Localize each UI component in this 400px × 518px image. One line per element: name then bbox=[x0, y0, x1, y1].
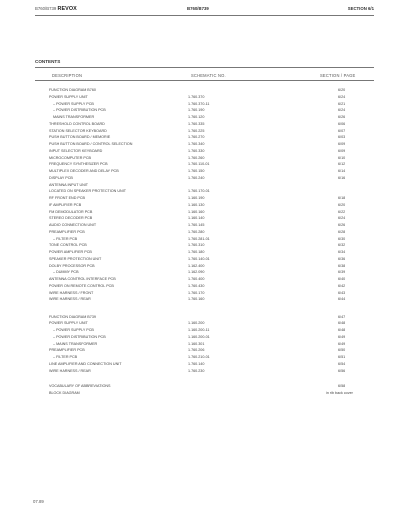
row-section-page: in rib back cover bbox=[326, 391, 353, 395]
row-section-page: 6/44 bbox=[338, 297, 346, 302]
row-section-page: 6/36 bbox=[338, 256, 346, 261]
row-section-page: 6/30 bbox=[338, 236, 346, 241]
row-schematic-number: 1.760.225 bbox=[188, 128, 205, 133]
row-section-page: 6/18 bbox=[338, 196, 346, 200]
row-section-page: 6/48 bbox=[338, 321, 346, 326]
row-schematic-number: 1.760.310 bbox=[188, 243, 205, 248]
table-row bbox=[0, 141, 400, 147]
row-schematic-number: 1.760.230 bbox=[188, 368, 205, 373]
table-row bbox=[0, 283, 400, 289]
row-description: POWER AMPLIFIER PCB bbox=[49, 250, 92, 254]
table-row bbox=[0, 128, 400, 134]
row-section-page: 6/03 bbox=[338, 135, 346, 140]
row-description: POWER SUPPLY UNIT bbox=[49, 321, 88, 326]
title-rule bbox=[35, 67, 374, 68]
revox-logo: REVOX bbox=[57, 6, 77, 12]
row-schematic-number: 1.760.281-01 bbox=[188, 236, 210, 241]
row-description: MICROCOMPUTER PCB bbox=[49, 155, 91, 160]
row-section-page: 6/26 bbox=[338, 115, 346, 119]
row-description: FREQUENCY SYNTHESIZER PCB bbox=[49, 162, 108, 167]
row-section-page: 6/47 bbox=[338, 314, 346, 319]
row-schematic-number: 1.160.200 bbox=[188, 321, 205, 326]
row-schematic-number: 1.162.090 bbox=[188, 270, 205, 275]
row-description: MULTIPLEX DECODER AND DELAY PCB bbox=[49, 169, 119, 173]
row-section-page: 6/28 bbox=[338, 229, 346, 234]
row-section-page: 6/49 bbox=[338, 334, 346, 339]
row-section-page: 6/38 bbox=[338, 263, 346, 268]
row-section-page: 6/51 bbox=[338, 355, 346, 359]
row-schematic-number: 1.760.160 bbox=[188, 297, 205, 302]
row-section-page: 6/56 bbox=[338, 368, 346, 373]
table-row bbox=[0, 188, 400, 194]
row-description: AUDIO CONNECTION UNIT bbox=[49, 223, 97, 227]
table-row bbox=[0, 341, 400, 347]
row-description: – FILTER PCB bbox=[53, 355, 78, 359]
row-description: WIRE HARNESS / REAR bbox=[49, 368, 91, 373]
table-row bbox=[0, 296, 400, 302]
table-row bbox=[0, 314, 400, 320]
row-schematic-number: 1.160.140 bbox=[188, 216, 205, 221]
header-model bbox=[35, 6, 77, 12]
row-schematic-number: 1.760.340 bbox=[188, 142, 205, 146]
table-row bbox=[0, 195, 400, 201]
row-section-page: 6/06 bbox=[338, 121, 346, 126]
row-schematic-number: 1.760.335 bbox=[188, 121, 205, 126]
column-header-schematic: SCHEMATIC NO. bbox=[191, 73, 226, 78]
row-description: – POWER SUPPLY PCB bbox=[53, 328, 94, 332]
row-section-page: 6/22 bbox=[338, 209, 346, 214]
row-section-page: 6/10 bbox=[338, 155, 346, 160]
table-row bbox=[0, 242, 400, 248]
row-schematic-number: 1.760.260 bbox=[188, 155, 205, 160]
row-schematic-number: 1.160.200-01 bbox=[188, 334, 210, 339]
table-row bbox=[0, 215, 400, 221]
row-schematic-number: 1.760.370-11 bbox=[188, 101, 210, 106]
row-section-page: 6/16 bbox=[338, 175, 346, 180]
row-section-page: 6/50 bbox=[338, 348, 346, 353]
table-row bbox=[0, 276, 400, 282]
row-schematic-number: 1.760.140 bbox=[188, 361, 205, 366]
row-description: WIRE HARNESS / FRONT bbox=[49, 290, 94, 295]
table-row bbox=[0, 202, 400, 208]
row-schematic-number: 1.760.430 bbox=[188, 283, 205, 288]
row-section-page: 6/24 bbox=[338, 94, 346, 99]
row-description: TONE CONTROL PCB bbox=[49, 243, 87, 248]
table-row bbox=[0, 222, 400, 228]
row-description: PREAMPLIFIER PCB bbox=[49, 229, 85, 234]
row-section-page: 6/34 bbox=[338, 250, 346, 254]
row-description: FUNCTION DIAGRAM B739 bbox=[49, 314, 96, 319]
row-description: PUSH BUTTON BOARD / CONTROL SELECTION bbox=[49, 142, 133, 146]
header-doc-code: B760/B739 bbox=[187, 6, 209, 11]
table-row bbox=[0, 209, 400, 215]
table-row bbox=[0, 175, 400, 181]
row-schematic-number: 1.760.280 bbox=[188, 229, 205, 234]
table-row bbox=[0, 368, 400, 374]
table-row bbox=[0, 256, 400, 262]
table-row bbox=[0, 390, 400, 396]
row-section-page: 6/24 bbox=[338, 216, 346, 221]
row-section-page: 6/54 bbox=[338, 361, 346, 366]
row-description: IF AMPLIFIER PCB bbox=[49, 202, 82, 207]
row-schematic-number: 1.760.150 bbox=[188, 169, 205, 173]
header-model-text: B760/B739 bbox=[35, 6, 57, 11]
row-schematic-number: 1.162.400 bbox=[188, 263, 205, 268]
row-schematic-number: 1.760.170-01 bbox=[188, 189, 210, 194]
row-description: PREAMPLIFIER PCB bbox=[49, 348, 85, 353]
row-schematic-number: 1.760.206 bbox=[188, 348, 205, 353]
row-schematic-number: 1.760.145 bbox=[188, 223, 205, 227]
row-description: WIRE HARNESS / REAR bbox=[49, 297, 91, 302]
table-row bbox=[0, 107, 400, 113]
row-schematic-number: 1.760.370 bbox=[188, 94, 205, 99]
table-row bbox=[0, 263, 400, 269]
table-row bbox=[0, 155, 400, 161]
table-row bbox=[0, 290, 400, 296]
row-description: – MAINS TRANSFORMER bbox=[53, 341, 98, 346]
row-section-page: 6/48 bbox=[338, 328, 346, 332]
table-row bbox=[0, 320, 400, 326]
row-schematic-number: 1.760.180 bbox=[188, 250, 205, 254]
row-section-page: 6/49 bbox=[338, 341, 346, 346]
row-schematic-number: 1.160.200-11 bbox=[188, 328, 210, 332]
row-description: ANTENNA CONTROL INTERFACE PCB bbox=[49, 277, 116, 281]
table-row bbox=[0, 229, 400, 235]
header-section: SECTION 6/1 bbox=[347, 6, 374, 11]
row-section-page: 6/40 bbox=[338, 277, 346, 281]
column-header-description: DESCRIPTION bbox=[52, 73, 83, 78]
row-description: DISPLAY PCB bbox=[49, 175, 73, 180]
row-section-page: 6/21 bbox=[338, 101, 346, 106]
column-header-rule bbox=[35, 80, 374, 81]
row-section-page: 6/26 bbox=[338, 223, 346, 227]
table-row bbox=[0, 87, 400, 93]
row-section-page: 6/09 bbox=[338, 148, 346, 153]
row-description: ANTENNA INPUT UNIT bbox=[49, 182, 89, 187]
row-description: VOCABULARY OF ABBREVIATIONS bbox=[49, 384, 111, 389]
table-row bbox=[0, 249, 400, 255]
page-number: 07.89 bbox=[33, 499, 44, 504]
row-description: POWER SUPPLY UNIT bbox=[49, 94, 88, 99]
table-row bbox=[0, 94, 400, 100]
table-row bbox=[0, 114, 400, 120]
table-row bbox=[0, 383, 400, 389]
row-description: – DUMMY PCB bbox=[53, 270, 79, 275]
table-row bbox=[0, 148, 400, 154]
row-schematic-number: 1.760.270 bbox=[188, 135, 205, 140]
table-row bbox=[0, 327, 400, 333]
row-section-page: 6/42 bbox=[338, 283, 346, 288]
row-description: LINE AMPLIFIER AND CONNECTION UNIT bbox=[49, 361, 122, 366]
row-description: MAINS TRANSFORMER bbox=[53, 115, 95, 119]
row-schematic-number: 1.760.140-01 bbox=[188, 256, 210, 261]
row-section-page: 6/12 bbox=[338, 162, 346, 167]
row-description: STATION SELECTOR KEYBOARD bbox=[49, 128, 107, 133]
row-schematic-number: 1.760.110-01 bbox=[188, 162, 210, 167]
row-section-page: 6/24 bbox=[338, 108, 346, 113]
row-section-page: 6/07 bbox=[338, 128, 346, 133]
row-section-page: 6/58 bbox=[338, 384, 346, 389]
row-description: – POWER SUPPLY PCB bbox=[53, 101, 94, 106]
row-description: – FILTER PCB bbox=[53, 236, 78, 241]
table-row bbox=[0, 269, 400, 275]
row-schematic-number: 1.160.301 bbox=[188, 341, 205, 346]
table-row bbox=[0, 101, 400, 107]
row-description: FM DEMODULATOR PCB bbox=[49, 209, 93, 214]
row-schematic-number: 1.160.190 bbox=[188, 196, 205, 200]
row-description: POWER ON REMOTE CONTROL PCB bbox=[49, 283, 114, 288]
row-schematic-number: 1.760.170 bbox=[188, 290, 205, 295]
header-rule bbox=[35, 15, 374, 16]
row-description: – POWER DISTRIBUTION PCB bbox=[53, 108, 106, 113]
table-row bbox=[0, 121, 400, 127]
table-row bbox=[0, 182, 400, 188]
row-section-page: 6/20 bbox=[338, 202, 346, 207]
row-section-page: 6/14 bbox=[338, 169, 346, 173]
row-schematic-number: 1.760.120 bbox=[188, 115, 205, 119]
row-schematic-number: 1.760.190 bbox=[188, 108, 205, 113]
row-section-page: 6/43 bbox=[338, 290, 346, 295]
row-description: THRESHOLD CONTROL BOARD bbox=[49, 121, 105, 126]
row-schematic-number: 1.760.240 bbox=[188, 175, 205, 180]
row-section-page: 6/20 bbox=[338, 88, 346, 92]
row-description: FUNCTION DIAGRAM B760 bbox=[49, 88, 96, 92]
table-row bbox=[0, 334, 400, 340]
row-schematic-number: 1.760.330 bbox=[188, 148, 205, 153]
row-section-page: 6/32 bbox=[338, 243, 346, 248]
row-section-page: 6/09 bbox=[338, 142, 346, 146]
row-description: PUSH BUTTON BOARD / MEMORIE bbox=[49, 135, 111, 140]
table-row bbox=[0, 236, 400, 242]
table-row bbox=[0, 347, 400, 353]
table-row bbox=[0, 361, 400, 367]
row-schematic-number: 1.160.160 bbox=[188, 209, 205, 214]
row-schematic-number: 1.760.210-01 bbox=[188, 355, 210, 359]
table-row bbox=[0, 134, 400, 140]
table-row bbox=[0, 168, 400, 174]
row-description: BLOCK DIAGRAM bbox=[49, 391, 80, 395]
row-description: LOCATED ON SPEAKER PROTECTION UNIT bbox=[49, 189, 126, 194]
page-title: CONTENTS bbox=[35, 59, 61, 64]
row-description: DOLBY PROCESSOR PCB bbox=[49, 263, 95, 268]
row-section-page: 6/39 bbox=[338, 270, 346, 275]
table-row bbox=[0, 354, 400, 360]
row-description: INPUT SELECTOR KEYBOARD bbox=[49, 148, 103, 153]
column-header-section: SECTION / PAGE bbox=[320, 73, 356, 78]
row-schematic-number: 1.160.130 bbox=[188, 202, 205, 207]
row-schematic-number: 1.760.400 bbox=[188, 277, 205, 281]
row-description: RF FRONT END PCB bbox=[49, 196, 85, 200]
row-description: SPEAKER PROTECTION UNIT bbox=[49, 256, 102, 261]
row-description: – POWER DISTRIBUTION PCB bbox=[53, 334, 106, 339]
row-description: STEREO DECODER PCB bbox=[49, 216, 93, 221]
table-row bbox=[0, 161, 400, 167]
